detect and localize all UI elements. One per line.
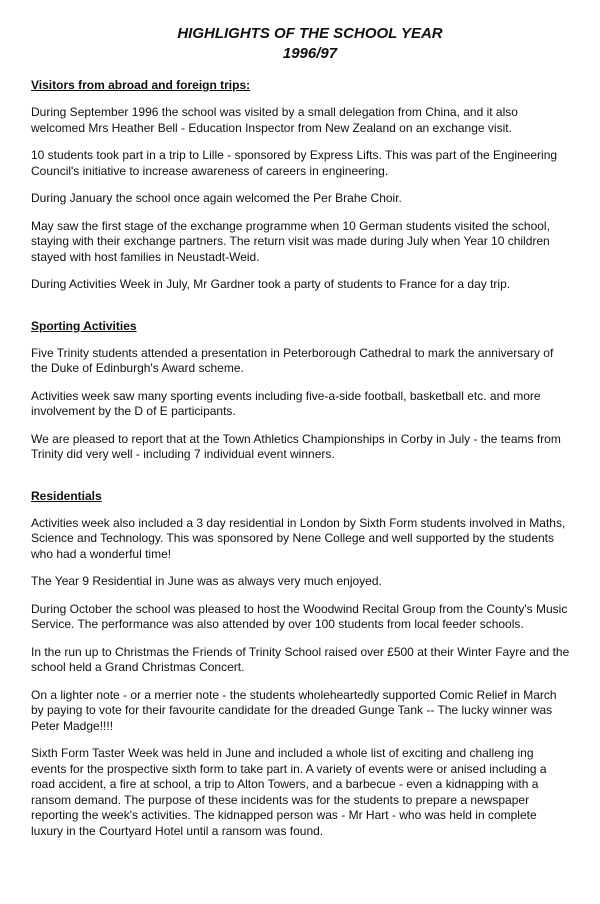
paragraph: Activities week also included a 3 day residential in London by Sixth Form students involved in Maths, Science and Technology. This was sponsored by Nene College and well supported by the students who had a wonderful time! (31, 515, 566, 561)
spacer (31, 504, 571, 516)
spacer (31, 562, 571, 574)
spacer (31, 463, 571, 489)
spacer (31, 420, 571, 432)
spacer (31, 334, 571, 346)
section-heading-residentials: Residentials (31, 488, 102, 503)
section-heading-sporting: Sporting Activities (31, 318, 137, 333)
spacer (31, 377, 571, 389)
paragraph: The Year 9 Residential in June was as always very much enjoyed. (31, 574, 382, 588)
paragraph: 10 students took part in a trip to Lille - sponsored by Express Lifts. This was part of the Engineering Council's initiative to increase awareness of careers in engineering. (31, 148, 558, 178)
paragraph: Sixth Form Taster Week was held in June and included a whole list of exciting and challeng ing events for the prospective sixth form to take part in. A variety of events were or anised including a road accident, a fire at school, a trip to Alton Towers, and a barbecue - even a kidnapping with a ransom demand. The purpose of these incidents was for the students to prepare a newspaper reporting the week's activities. The kidnapped person was - Mr Hart - who was held in complete luxury in the Courtyard Hotel until a ransom was found. (31, 746, 547, 838)
spacer (31, 136, 571, 148)
paragraph: During September 1996 the school was visited by a small delegation from China, and it also welcomed Mrs Heather Bell - Education Inspector from New Zealand on an exchange visit. (31, 105, 518, 135)
spacer (31, 293, 571, 319)
spacer (31, 590, 571, 602)
paragraph: In the run up to Christmas the Friends of Trinity School raised over £500 at their Winter Fayre and the school held a Grand Christmas Concert. (31, 644, 570, 674)
spacer (31, 64, 571, 78)
paragraph: May saw the first stage of the exchange programme when 10 German students visited the school, staying with their exchange partners. The return visit was made during July when Year 10 children stayed with host families in Neustadt-Weid. (31, 218, 550, 264)
document-year: 1996/97 (282, 45, 338, 62)
spacer (31, 207, 571, 219)
paragraph: Activities week saw many sporting events including five-a-side football, basketball etc. and more involvement by the D of E participants. (31, 388, 541, 418)
paragraph: We are pleased to report that at the Town Athletics Championships in Corby in July - the teams from Trinity did very well - including 7 individual event winners. (31, 431, 561, 461)
spacer (31, 633, 571, 645)
paragraph: On a lighter note - or a merrier note - the students wholeheartedly supported Comic Relief in March by paying to vote for their favourite candidate for the dreaded Gunge Tank -- The lucky winner was Peter Madge!!!! (31, 687, 557, 733)
paragraph: During Activities Week in July, Mr Gardner took a party of students to France for a day trip. (31, 277, 511, 291)
document-page (31, 24, 571, 839)
spacer (31, 734, 571, 746)
spacer (31, 179, 571, 191)
spacer (31, 265, 571, 277)
paragraph: Five Trinity students attended a presentation in Peterborough Cathedral to mark the anniversary of the Duke of Edinburgh's Award scheme. (31, 345, 554, 375)
section-heading-visitors: Visitors from abroad and foreign trips: (31, 78, 251, 92)
spacer (31, 93, 571, 105)
spacer (31, 676, 571, 688)
paragraph: During January the school once again welcomed the Per Brahe Choir. (31, 191, 402, 205)
paragraph: During October the school was pleased to host the Woodwind Recital Group from the County's Music Service. The performance was also attended by over 100 students from local feeder schools. (31, 601, 568, 631)
document-title: HIGHLIGHTS OF THE SCHOOL YEAR (177, 25, 443, 42)
